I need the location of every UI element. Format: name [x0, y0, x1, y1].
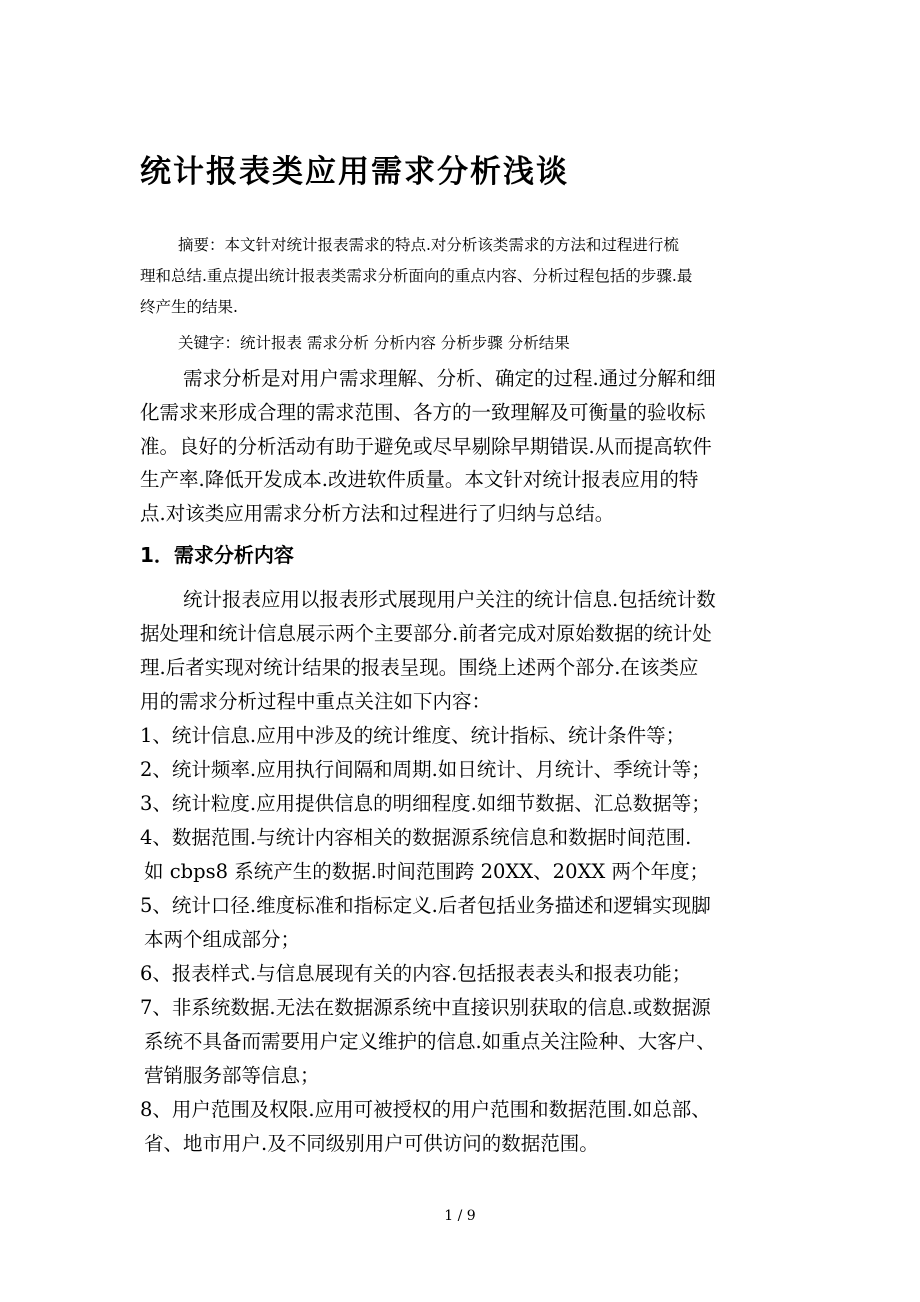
list-item: 8、用户范围及权限.应用可被授权的用户范围和数据范围.如总部、: [140, 1098, 711, 1121]
document-title: 统计报表类应用需求分析浅谈: [140, 154, 569, 190]
intro-line: 准。良好的分析活动有助于避免或尽早剔除早期错误.从而提高软件: [140, 435, 712, 458]
list-item: 7、非系统数据.无法在数据源系统中直接识别获取的信息.或数据源: [140, 996, 711, 1019]
intro-line: 生产率.降低开发成本.改进软件质量。本文针对统计报表应用的特: [140, 468, 699, 491]
list-item: 4、数据范围.与统计内容相关的数据源系统信息和数据时间范围.: [140, 826, 692, 849]
section-heading: 1．需求分析内容: [140, 543, 294, 567]
abstract-line: 终产生的结果.: [140, 298, 238, 316]
page-number: 1 / 9: [444, 1208, 476, 1224]
section-paragraph-line: 用的需求分析过程中重点关注如下内容：: [140, 690, 492, 713]
abstract-line: 摘要：本文针对统计报表需求的特点.对分析该类需求的方法和过程进行梳: [178, 236, 679, 254]
list-item-continuation: 省、地市用户.及不同级别用户可供访问的数据范围。: [144, 1132, 599, 1155]
section-paragraph-line: 理.后者实现对统计结果的报表呈现。围绕上述两个部分.在该类应: [140, 656, 699, 679]
list-item-continuation: 如 cbps8 系统产生的数据.时间范围跨 20XX、20XX 两个年度；: [144, 860, 709, 883]
list-item-continuation: 营销服务部等信息；: [144, 1064, 320, 1087]
list-item-continuation: 系统不具备而需要用户定义维护的信息.如重点关注险种、大客户、: [144, 1030, 716, 1053]
intro-line: 需求分析是对用户需求理解、分析、确定的过程.通过分解和细: [183, 367, 716, 390]
list-item: 6、报表样式.与信息展现有关的内容.包括报表表头和报表功能；: [140, 962, 692, 985]
section-paragraph-line: 据处理和统计信息展示两个主要部分.前者完成对原始数据的统计处: [140, 622, 712, 645]
abstract-line: 理和总结.重点提出统计报表类需求分析面向的重点内容、分析过程包括的步骤.最: [140, 267, 693, 285]
section-paragraph-line: 统计报表应用以报表形式展现用户关注的统计信息.包括统计数: [183, 588, 716, 611]
list-item-continuation: 本两个组成部分；: [144, 928, 301, 951]
list-item: 1、统计信息.应用中涉及的统计维度、统计指标、统计条件等；: [140, 724, 686, 747]
intro-line: 点.对该类应用需求分析方法和过程进行了归纳与总结。: [140, 502, 615, 525]
keywords-line: 关键字：统计报表 需求分析 分析内容 分析步骤 分析结果: [178, 334, 570, 352]
list-item: 2、统计频率.应用执行间隔和周期.如日统计、月统计、季统计等；: [140, 758, 711, 781]
list-item: 3、统计粒度.应用提供信息的明细程度.如细节数据、汇总数据等；: [140, 792, 711, 815]
list-item: 5、统计口径.维度标准和指标定义.后者包括业务描述和逻辑实现脚: [140, 894, 711, 917]
intro-line: 化需求来形成合理的需求范围、各方的一致理解及可衡量的验收标: [140, 401, 706, 424]
